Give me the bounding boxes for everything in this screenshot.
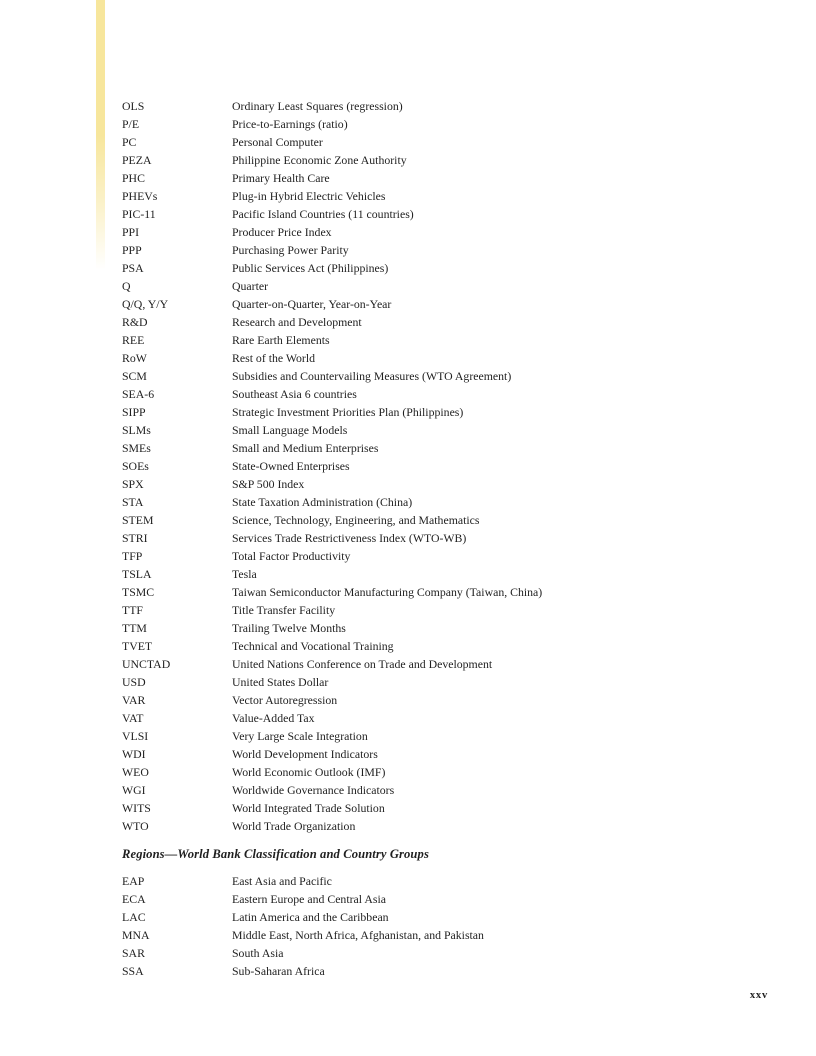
highlight-stripe xyxy=(96,0,105,270)
abbreviation-definition: Science, Technology, Engineering, and Mathematics xyxy=(232,513,480,527)
abbreviation-row xyxy=(122,908,742,926)
abbreviation-definition: Latin America and the Caribbean xyxy=(232,910,389,924)
abbreviation-row xyxy=(122,944,742,962)
abbreviation-definition: World Trade Organization xyxy=(232,819,356,833)
abbreviation-term: WTO xyxy=(122,819,149,833)
abbreviation-term: TVET xyxy=(122,639,153,653)
abbreviation-definition: Total Factor Productivity xyxy=(232,549,351,563)
abbreviation-row xyxy=(122,349,742,367)
abbreviation-row xyxy=(122,169,742,187)
abbreviation-row xyxy=(122,403,742,421)
abbreviation-row xyxy=(122,637,742,655)
abbreviation-term: VAR xyxy=(122,693,146,707)
abbreviation-term: SOEs xyxy=(122,459,149,473)
abbreviation-definition: Services Trade Restrictiveness Index (WTO-WB) xyxy=(232,531,467,545)
abbreviation-row xyxy=(122,439,742,457)
abbreviation-term: UNCTAD xyxy=(122,657,171,671)
abbreviation-definition: South Asia xyxy=(232,946,284,960)
abbreviation-term: WEO xyxy=(122,765,149,779)
abbreviation-term: Q/Q, Y/Y xyxy=(122,297,169,311)
abbreviation-term: PHC xyxy=(122,171,145,185)
abbreviation-term: WGI xyxy=(122,783,146,797)
abbreviation-term: OLS xyxy=(122,99,145,113)
abbreviation-term: SPX xyxy=(122,477,144,491)
abbreviation-definition: Purchasing Power Parity xyxy=(232,243,349,257)
abbreviations-list xyxy=(122,97,742,835)
abbreviation-row xyxy=(122,133,742,151)
abbreviation-row xyxy=(122,511,742,529)
abbreviation-row xyxy=(122,601,742,619)
abbreviation-row xyxy=(122,151,742,169)
abbreviation-definition: Pacific Island Countries (11 countries) xyxy=(232,207,414,221)
abbreviation-row xyxy=(122,709,742,727)
abbreviation-row xyxy=(122,817,742,835)
abbreviation-row xyxy=(122,673,742,691)
abbreviation-row xyxy=(122,781,742,799)
abbreviation-definition: Quarter-on-Quarter, Year-on-Year xyxy=(232,297,392,311)
abbreviation-definition: Philippine Economic Zone Authority xyxy=(232,153,407,167)
abbreviation-definition: Subsidies and Countervailing Measures (WTO Agreement) xyxy=(232,369,512,383)
abbreviation-row xyxy=(122,763,742,781)
abbreviation-definition: Tesla xyxy=(232,567,257,581)
abbreviation-row xyxy=(122,962,742,980)
abbreviation-row xyxy=(122,295,742,313)
abbreviation-row xyxy=(122,583,742,601)
abbreviation-term: USD xyxy=(122,675,146,689)
abbreviation-row xyxy=(122,872,742,890)
regions-list xyxy=(122,872,742,980)
abbreviation-definition: Small Language Models xyxy=(232,423,348,437)
abbreviation-row xyxy=(122,223,742,241)
abbreviation-term: STRI xyxy=(122,531,148,545)
abbreviation-term: SLMs xyxy=(122,423,151,437)
abbreviation-definition: Value-Added Tax xyxy=(232,711,315,725)
abbreviation-term: PHEVs xyxy=(122,189,158,203)
abbreviation-term: REE xyxy=(122,333,145,347)
abbreviation-definition: Technical and Vocational Training xyxy=(232,639,394,653)
abbreviation-row xyxy=(122,926,742,944)
abbreviation-row xyxy=(122,259,742,277)
abbreviation-definition: United Nations Conference on Trade and Development xyxy=(232,657,493,671)
abbreviation-definition: Price-to-Earnings (ratio) xyxy=(232,117,348,131)
abbreviation-definition: World Integrated Trade Solution xyxy=(232,801,385,815)
abbreviation-term: WITS xyxy=(122,801,151,815)
abbreviation-term: TSMC xyxy=(122,585,155,599)
abbreviation-term: STEM xyxy=(122,513,154,527)
page-number: xxv xyxy=(749,990,768,1001)
abbreviation-term: PEZA xyxy=(122,153,152,167)
abbreviation-term: TTF xyxy=(122,603,143,617)
abbreviation-term: VAT xyxy=(122,711,144,725)
abbreviation-term: WDI xyxy=(122,747,146,761)
abbreviation-definition: Rare Earth Elements xyxy=(232,333,330,347)
abbreviation-definition: Taiwan Semiconductor Manufacturing Company (Taiwan, China) xyxy=(232,585,543,599)
abbreviation-definition: Vector Autoregression xyxy=(232,693,338,707)
abbreviation-row xyxy=(122,115,742,133)
abbreviation-definition: Personal Computer xyxy=(232,135,323,149)
abbreviation-term: PC xyxy=(122,135,137,149)
abbreviation-definition: Producer Price Index xyxy=(232,225,332,239)
abbreviation-row xyxy=(122,727,742,745)
abbreviation-definition: State Taxation Administration (China) xyxy=(232,495,413,509)
abbreviation-row xyxy=(122,331,742,349)
abbreviation-definition: World Development Indicators xyxy=(232,747,378,761)
abbreviation-definition: Research and Development xyxy=(232,315,362,329)
abbreviation-term: Q xyxy=(122,279,131,293)
page-content xyxy=(122,97,742,980)
abbreviation-term: PPP xyxy=(122,243,142,257)
abbreviation-definition: Small and Medium Enterprises xyxy=(232,441,379,455)
abbreviation-row xyxy=(122,475,742,493)
abbreviation-row xyxy=(122,493,742,511)
abbreviation-term: MNA xyxy=(122,928,150,942)
abbreviation-row xyxy=(122,547,742,565)
abbreviation-definition: Southeast Asia 6 countries xyxy=(232,387,357,401)
abbreviation-term: SMEs xyxy=(122,441,151,455)
abbreviation-term: VLSI xyxy=(122,729,149,743)
abbreviation-term: EAP xyxy=(122,874,145,888)
abbreviation-definition: United States Dollar xyxy=(232,675,329,689)
abbreviation-term: PSA xyxy=(122,261,144,275)
abbreviation-row xyxy=(122,745,742,763)
abbreviation-term: RoW xyxy=(122,351,147,365)
abbreviation-definition: Middle East, North Africa, Afghanistan, and Pakistan xyxy=(232,928,484,942)
abbreviation-row xyxy=(122,385,742,403)
abbreviation-row xyxy=(122,655,742,673)
abbreviation-term: SAR xyxy=(122,946,145,960)
abbreviation-row xyxy=(122,277,742,295)
abbreviation-term: TFP xyxy=(122,549,143,563)
abbreviation-term: LAC xyxy=(122,910,146,924)
abbreviation-definition: Very Large Scale Integration xyxy=(232,729,368,743)
abbreviation-row xyxy=(122,97,742,115)
abbreviation-definition: Trailing Twelve Months xyxy=(232,621,346,635)
abbreviation-definition: Sub-Saharan Africa xyxy=(232,964,325,978)
abbreviation-term: TTM xyxy=(122,621,147,635)
abbreviation-definition: Rest of the World xyxy=(232,351,316,365)
abbreviation-row xyxy=(122,799,742,817)
abbreviation-definition: Plug-in Hybrid Electric Vehicles xyxy=(232,189,386,203)
abbreviation-term: ECA xyxy=(122,892,146,906)
abbreviation-row xyxy=(122,619,742,637)
abbreviation-row xyxy=(122,241,742,259)
abbreviation-definition: Ordinary Least Squares (regression) xyxy=(232,99,403,113)
abbreviation-definition: World Economic Outlook (IMF) xyxy=(232,765,386,779)
abbreviation-row xyxy=(122,565,742,583)
abbreviation-definition: Primary Health Care xyxy=(232,171,330,185)
abbreviation-term: SEA-6 xyxy=(122,387,155,401)
abbreviation-term: P/E xyxy=(122,117,140,131)
abbreviation-definition: Strategic Investment Priorities Plan (Philippines) xyxy=(232,405,464,419)
abbreviation-term: SIPP xyxy=(122,405,146,419)
abbreviation-definition: East Asia and Pacific xyxy=(232,874,332,888)
abbreviation-definition: S&P 500 Index xyxy=(232,477,305,491)
regions-section-heading: Regions—World Bank Classification and Country Groups xyxy=(122,847,429,861)
abbreviation-term: PPI xyxy=(122,225,140,239)
abbreviation-definition: Eastern Europe and Central Asia xyxy=(232,892,386,906)
abbreviation-row xyxy=(122,205,742,223)
abbreviation-term: SCM xyxy=(122,369,147,383)
abbreviation-term: PIC-11 xyxy=(122,207,156,221)
abbreviation-term: STA xyxy=(122,495,144,509)
abbreviation-row xyxy=(122,890,742,908)
abbreviation-row xyxy=(122,187,742,205)
abbreviation-definition: Title Transfer Facility xyxy=(232,603,336,617)
abbreviation-row xyxy=(122,421,742,439)
abbreviation-term: R&D xyxy=(122,315,148,329)
abbreviation-definition: Public Services Act (Philippines) xyxy=(232,261,389,275)
abbreviation-definition: Quarter xyxy=(232,279,269,293)
abbreviation-definition: Worldwide Governance Indicators xyxy=(232,783,395,797)
abbreviation-row xyxy=(122,529,742,547)
abbreviation-definition: State-Owned Enterprises xyxy=(232,459,350,473)
abbreviation-row xyxy=(122,457,742,475)
abbreviation-term: SSA xyxy=(122,964,144,978)
abbreviation-row xyxy=(122,313,742,331)
abbreviation-term: TSLA xyxy=(122,567,152,581)
abbreviation-row xyxy=(122,367,742,385)
abbreviation-row xyxy=(122,691,742,709)
